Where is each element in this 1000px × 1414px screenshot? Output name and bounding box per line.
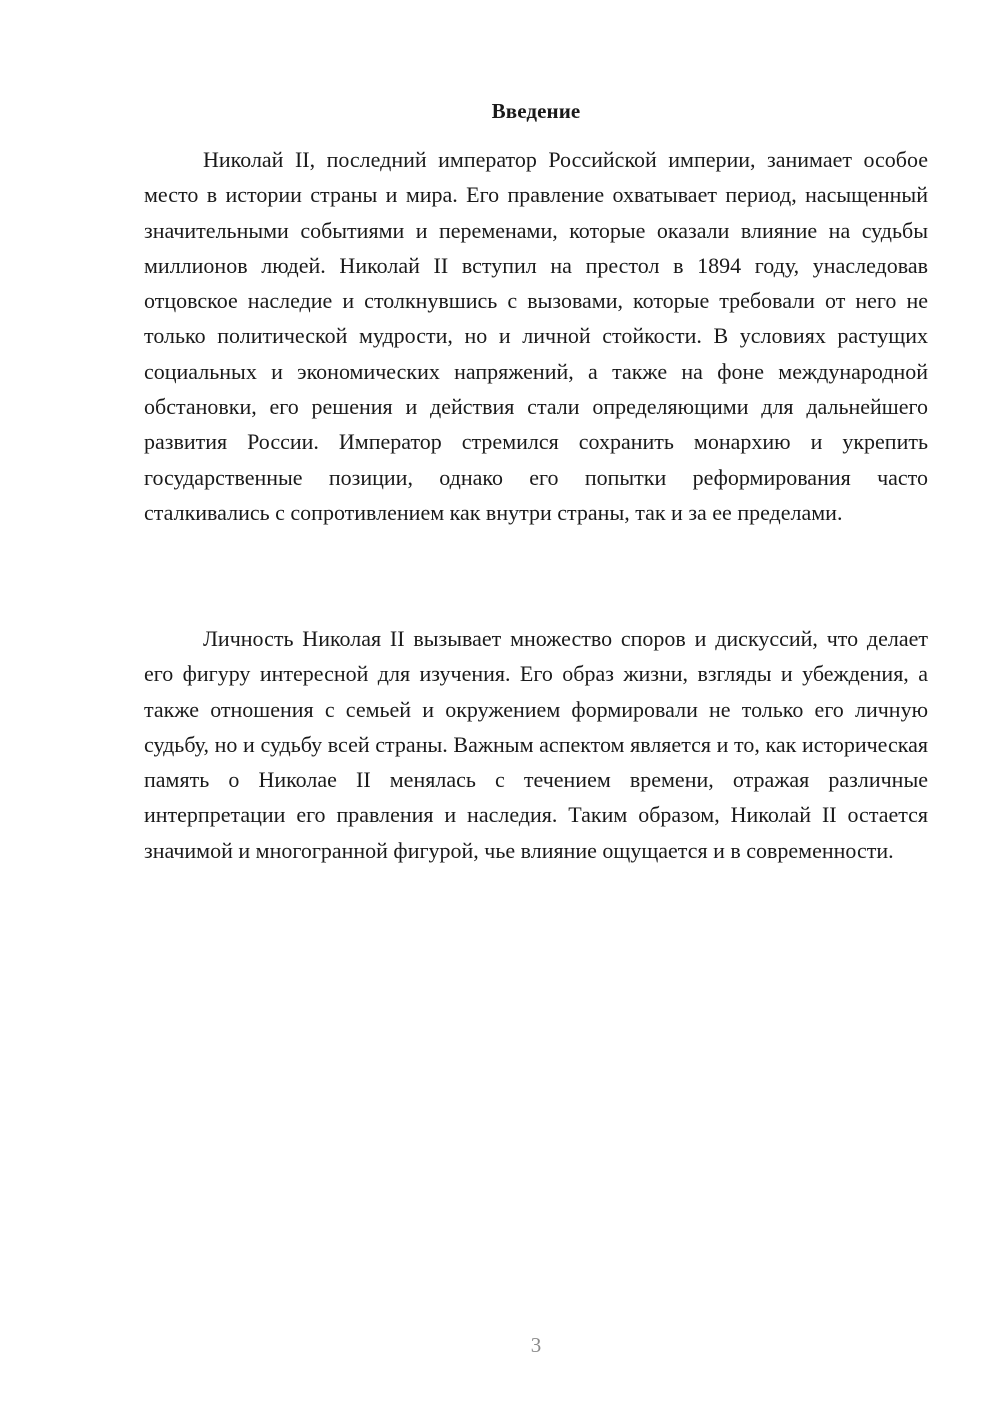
- paragraph-1: [144, 142, 928, 530]
- section-heading: Введение: [491, 99, 581, 123]
- paragraph-2: [144, 621, 928, 868]
- paragraph-2-text: Личность Николая II вызывает множество споров и дискуссий, что делает его фигуру интересной для изучения. Его образ жизни, взгляды и убеждения, а также отношения с семьей и окружением формировали не только его личную судьбу, но и судьбу всей страны. Важным аспектом является и то, как историческая память о Николае II менялась с течением времени, отражая различные интерпретации его правления и наследия. Таким образом, Николай II остается значимой и многогранной фигурой, чье влияние ощущается и в современности.: [144, 626, 928, 863]
- page-number: 3: [530, 1333, 542, 1357]
- paragraph-1-text: Николай II, последний император Российской империи, занимает особое место в истории страны и мира. Его правление охватывает период, насыщенный значительными событиями и переменами, которые оказали влияние на судьбы миллионов людей. Николай II вступил на престол в 1894 году, унаследовав отцовское наследие и столкнувшись с вызовами, которые требовали от него не только политической мудрости, но и личной стойкости. В условиях растущих социальных и экономических напряжений, а также на фоне международной обстановки, его решения и действия стали определяющими для дальнейшего развития России. Император стремился сохранить монархию и укрепить государственные позиции, однако его попытки реформирования часто сталкивались с сопротивлением как внутри страны, так и за ее пределами.: [144, 147, 928, 525]
